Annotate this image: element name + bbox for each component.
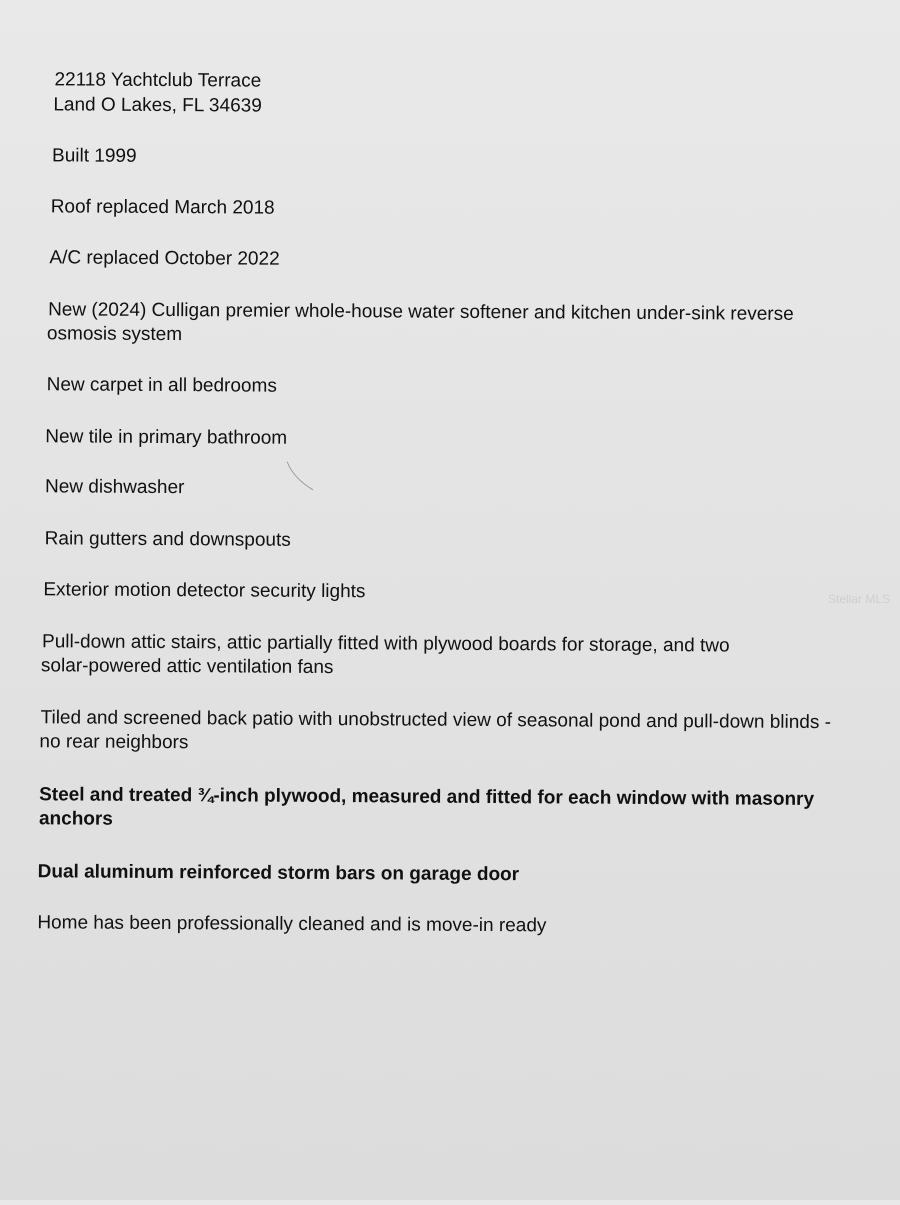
address-line-2: Land O Lakes, FL 34639	[53, 94, 262, 117]
storm-bars: Dual aluminum reinforced storm bars on garage door	[37, 861, 520, 886]
roof-replaced: Roof replaced March 2018	[50, 196, 275, 219]
pen-mark	[285, 460, 315, 492]
water-softener-line-1: New (2024) Culligan premier whole-house water softener and kitchen under-sink reverse	[48, 299, 794, 325]
new-carpet: New carpet in all bedrooms	[46, 374, 277, 397]
attic-line-1: Pull-down attic stairs, attic partially fitted with plywood boards for storage, and two	[42, 631, 730, 657]
water-softener-line-2: osmosis system	[46, 323, 183, 346]
plywood-line-1: Steel and treated ¾-inch plywood, measured and fitted for each window with masonry	[39, 784, 815, 810]
move-in-ready: Home has been professionally cleaned and is move-in ready	[37, 912, 547, 937]
built-year: Built 1999	[51, 145, 137, 167]
plywood-line-2: anchors	[38, 808, 113, 830]
stellar-mls-watermark: Stellar MLS	[828, 592, 891, 606]
ac-replaced: A/C replaced October 2022	[49, 247, 280, 270]
patio-line-2: no rear neighbors	[39, 731, 189, 754]
security-lights: Exterior motion detector security lights	[43, 579, 366, 603]
address-line-1: 22118 Yachtclub Terrace	[54, 69, 262, 92]
new-tile: New tile in primary bathroom	[45, 426, 288, 449]
attic-line-2: solar-powered attic ventilation fans	[40, 655, 334, 679]
new-dishwasher: New dishwasher	[44, 476, 185, 499]
rain-gutters: Rain gutters and downspouts	[44, 528, 291, 551]
patio-line-1: Tiled and screened back patio with unobstructed view of seasonal pond and pull-down blinds -	[40, 707, 832, 734]
